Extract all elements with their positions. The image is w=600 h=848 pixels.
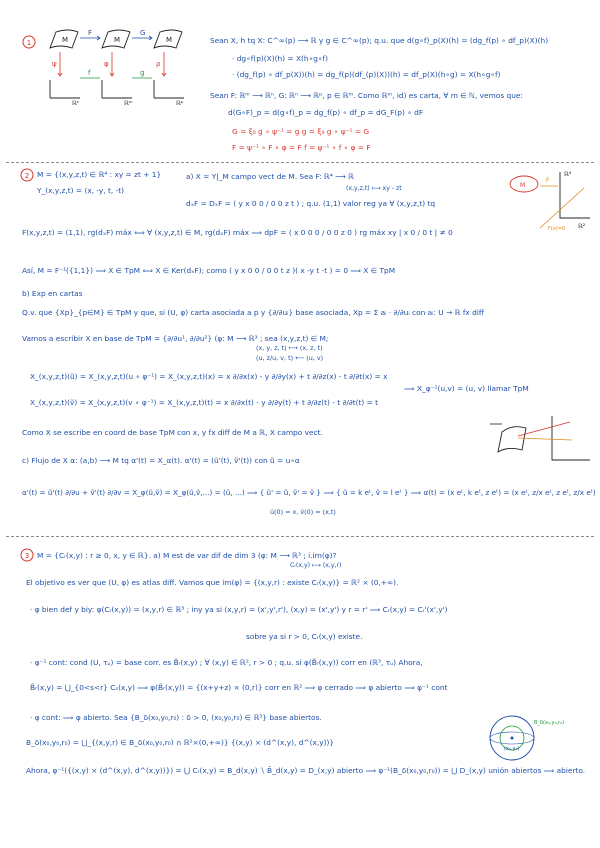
s3-header-map: Cᵣ(x,y) ⟼ (x,y,r) xyxy=(290,562,342,569)
axis-Rn: ℝⁿ xyxy=(72,100,80,106)
circle-label-ball: B_δ(x₀,y₀,r₀) xyxy=(534,720,565,726)
s2-part-a-map: (x,y,z,t) ⟼ xy - zt xyxy=(346,185,402,192)
s3-header: M = {Cᵣ(x,y) : r ≥ 0, x, y ∈ ℝ}. a) M est de var dif de dim 3 (φ: M ⟶ ℝ³ ; i.im(φ)? xyxy=(37,551,337,560)
s3-line-5: B̃ᵣ(x,y) = ⋃_{0<s<r} Cₛ(x,y) ⟹ φ(B̃ᵣ(x,y)) = {(x+y+z) × (0,r)} corr en ℝ² ⟹ φ cerrado ⟹ φ abierto ⟹ φ⁻¹ cont xyxy=(30,683,448,692)
s3-line-2: · φ bien def y biy: φ(Cᵣ(x,y)) = (x,y,r) ∈ ℝ³ ; iny ya si (x,y,r) = (x',y',r'), (x,y) = (x',y') y r = r' ⟹ Cᵣ(x,y) = Cᵣ'(x',y') xyxy=(30,605,448,614)
s2-line-1: F(x,y,z,t) = (1,1), rg(dₓF) máx ⟺ ∀ (x,y,z,t) ∈ M, rg(dₓF) máx ⟹ dpF = ( x 0 0 0 / 0 0 z 0 ) rg máx xy | x 0 / 0 t | ≠ 0 xyxy=(22,228,453,237)
chart-psi: ψ xyxy=(52,60,57,68)
s1-line-6: G = ξ₀ g ∘ ψ⁻¹ = g g = ξ₀ g ∘ ψ⁻¹ = G xyxy=(232,127,370,136)
side-F: F xyxy=(546,177,550,184)
s2-line-11: Como X se escribe en coord de base TpM con x, y fx diff de M a ℝ, X campo vect. xyxy=(22,428,323,437)
manifold-label-3: M xyxy=(166,36,173,44)
flow-diagram xyxy=(488,412,592,474)
arrow-G-label: G xyxy=(140,29,146,37)
s2-part-a: a) X = Y|_M campo vect de M. Sea F: ℝ⁴ ⟶ ℝ xyxy=(186,172,354,181)
manifold-label-1: M xyxy=(62,36,69,44)
green-g: g xyxy=(140,69,145,77)
s2-field-def: Y_(x,y,z,t) = (x, -y, t, -t) xyxy=(37,186,125,195)
s2-line-8: X_(x,y,z,t)(ũ) = X_(x,y,z,t)(u ∘ φ⁻¹) = X_(x,y,z,t)(x) = x ∂/∂x(x) - y ∂/∂y(x) + t ∂/∂z(x) - t ∂/∂t(x) = x xyxy=(30,372,388,381)
s3-line-1: El objetivo es ver que (U, φ) es atlas diff. Vamos que im(φ) = {(x,y,r) : existe Cᵣ(x,y)} = ℝ² × (0,+∞). xyxy=(26,578,399,587)
section3-number-circle xyxy=(20,548,34,562)
s2-line-5: Vamos a escribir X en base de TpM = {∂/∂u¹, ∂/∂u²} (φ: M ⟶ ℝ³ ; sea (x,y,z,t) ∈ M; xyxy=(22,334,329,343)
s2-line-14: ũ(0) = x, ṽ(0) = (x,t) xyxy=(270,508,336,516)
section1-diagram xyxy=(20,24,205,106)
s2-line-13: α'(t) = ũ'(t) ∂/∂u + ṽ'(t) ∂/∂v = X_φ(ũ,ṽ) = X_φ(ũ,ṽ,...) = (ũ, ...) ⟹ { ũ' = ũ, ṽ' = ṽ } ⟹ { ũ = k eᵗ, ṽ = l eᵗ } ⟹ α(t) = (x eᵗ, k eᵗ, z eᵗ) = (x eᵗ, z/x eᵗ, z eᵗ, z/x eᵗ) xyxy=(22,488,596,497)
section2-number-circle xyxy=(20,168,34,182)
s1-line-7: F = ψ⁻¹ ∘ F ∘ φ = F f = ψ⁻¹ ∘ f ∘ φ = F xyxy=(232,143,371,152)
s2-line-7: (u, z/u, v, t) ⟵ (u, v) xyxy=(256,354,324,362)
s1-line-3: · (dg_f(p) ∘ df_p(X))(h) = dg_f(p)(df_(p)(X))(h) = df_p(X)(h∘g) = X(h∘g∘f) xyxy=(232,70,501,79)
manifold-label-2: M xyxy=(114,36,121,44)
s2-line-10: ⟹ X_φ⁻¹(u,v) = (u, v) llamar TpM xyxy=(404,384,529,393)
side-r2: ℝ² xyxy=(578,223,586,230)
side-r4: ℝ⁴ xyxy=(564,171,572,178)
separator-1 xyxy=(6,162,594,163)
s3-line-8: Ahora, φ⁻¹({(x,y) × (d^(x,y), d^(x,y))}) = ⋃ Cᵣ(x,y) = B_d(x,y) ∖ B̄_d(x,y) = D_(x,y) abierto ⟹ φ⁻¹(B_δ(x₀,y₀,r₀)) = ⋃ D_(x,y) unión abiertos ⟹ abierto. xyxy=(26,766,586,775)
s2-line-6: (x, y, z, t) ⟼ (x, z, t) xyxy=(256,344,323,352)
section3-circle-diagram xyxy=(476,704,594,764)
chart-rho: ρ xyxy=(156,60,161,68)
s2-line-12: c) Flujo de X α: (a,b) ⟶ M tq α'(t) = X_α(t). α'(t) = (ũ'(t), ṽ'(t)) con ũ = u∘α xyxy=(22,456,300,465)
section2-number: 2 xyxy=(24,172,30,180)
separator-2 xyxy=(6,536,594,537)
arrow-F-label: F xyxy=(88,29,93,37)
s1-line-2: · dg∘f(p)(X)(h) = X(h∘g∘f) xyxy=(232,54,328,63)
s3-line-7: B_δ(x₀,y₀,r₀) = ⋃_{(x,y,r) ∈ B_δ(x₀,y₀,r₀) ∩ ℝ²×(0,+∞)} {(x,y) × (d^(x,y), d^(x,y))} xyxy=(26,738,335,747)
chart-phi: φ xyxy=(104,60,109,68)
s2-line-4: Q.v. que {Xp}_{p∈M} ∈ TpM y que, si (U, φ) carta asociada a p y {∂/∂uᵢ} base asociada, Xp = Σ aᵢ · ∂/∂uᵢ con aᵢ: U → ℝ fx diff xyxy=(22,308,484,317)
svg-text:M: M xyxy=(520,182,526,189)
axis-Rm: ℝᵐ xyxy=(124,100,133,106)
green-f: f xyxy=(88,69,91,77)
section1-number: 1 xyxy=(26,39,32,47)
s1-line-4: Sean F: ℝᵐ ⟶ ℝⁿ, G: ℝⁿ ⟶ ℝᵖ, p ∈ ℝᵐ. Como ℝᵐ, id) es carta, ∀ m ∈ ℕ, vemos que: xyxy=(210,91,523,100)
axis-Rp: ℝᵖ xyxy=(176,100,184,106)
section3-number: 3 xyxy=(24,552,30,560)
s3-line-4: · φ⁻¹ cont: cond (U, τᵤ) = base corr. es B̃ᵣ(x,y) ; ∀ (x,y) ∈ ℝ², r > 0 ; q.u. si φ(B̃ᵣ(x,y)) corr en (ℝ³, τᵤ) Ahora, xyxy=(30,658,423,667)
s1-line-1: Sean X, h tq X: C^∞(p) ⟶ ℝ y g ∈ C^∞(p); q.u. que d(g∘f)_p(X)(h) = (dg_f(p) ∘ df_p)(X)(h) xyxy=(210,36,549,45)
section2-side-diagram xyxy=(500,168,592,234)
s2-line-2: Así, M = F⁻¹({1,1}) ⟹ X ∈ TpM ⟺ X ∈ Ker(dₓF); como ( y x 0 0 / 0 0 t z )( x -y t -t ) = 0 ⟹ X ∈ TpM xyxy=(22,266,396,275)
side-target: F(x)=0 xyxy=(548,226,566,232)
circle-label-center: (x₀,y₀) xyxy=(504,746,520,752)
s2-line-3: b) Exp en cartas xyxy=(22,289,83,298)
s1-line-5: d(G∘F)_p = d(g∘f)_p = dg_f(p) ∘ df_p = dG_F(p) ∘ dF xyxy=(228,108,424,117)
s2-dF: dₓF = DₓF = ( y x 0 0 / 0 0 z t ) ; q.u. (1,1) valor reg ya ∀ (x,y,z,t) tq xyxy=(186,199,436,208)
s2-set-def: M = {(x,y,z,t) ∈ ℝ⁴ : xy = zt + 1} xyxy=(37,170,162,179)
s2-line-9: X_(x,y,z,t)(ṽ) = X_(x,y,z,t)(v ∘ φ⁻¹) = X_(x,y,z,t)(t) = x ∂/∂x(t) - y ∂/∂y(t) + t ∂/∂z(t) - t ∂/∂t(t) = t xyxy=(30,398,379,407)
s3-line-3: sobre ya si r > 0, Cᵣ(x,y) existe. xyxy=(246,632,363,641)
s3-line-6: · φ cont: ⟹ φ abierto. Sea {B_δ(x₀,y₀,r₀) : δ > 0, (x₀,y₀,r₀) ∈ ℝ³} base abiertos. xyxy=(30,713,322,722)
